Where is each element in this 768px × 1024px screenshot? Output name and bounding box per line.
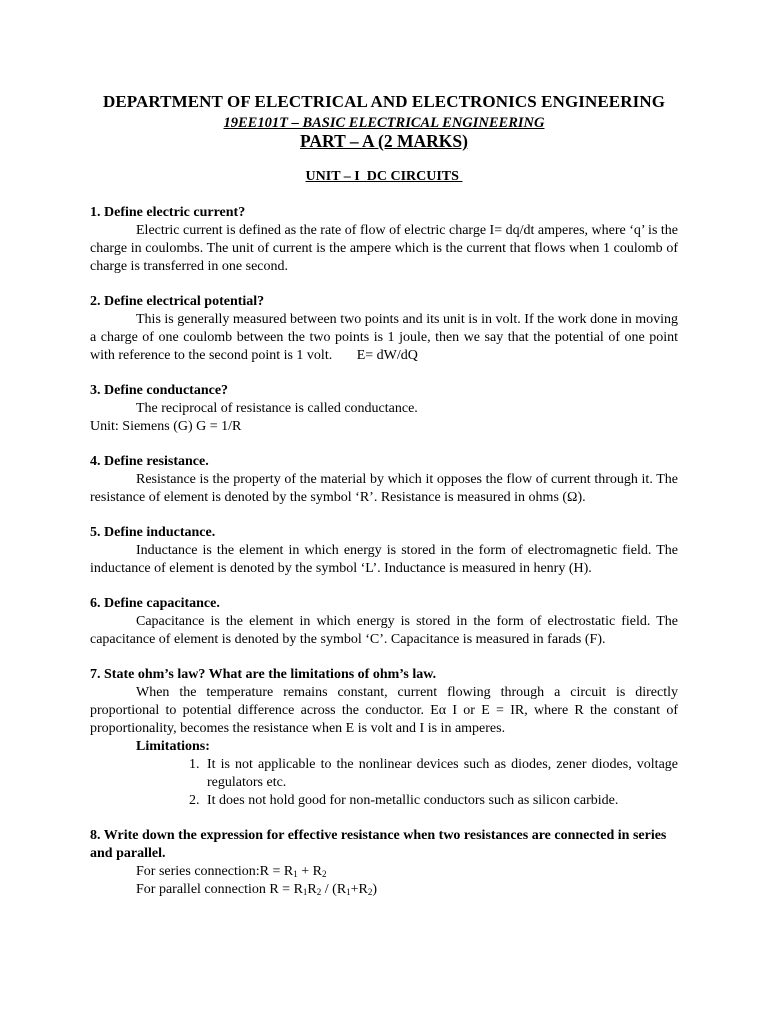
question-text: 8. Write down the expression for effective resistance when two resistances are connected in series and parallel. [90, 828, 667, 861]
part-heading: PART – A (2 MARKS) [300, 131, 468, 151]
parallel-formula: For parallel connection $R = R_1R_2 / (R_1+R_2)$ [136, 882, 378, 897]
answer-text: Electric current is defined as the rate of flow of electric charge I= dq/dt amperes, where ‘q’ is the charge in coulombs. The unit of current is the ampere which is the current that flows when 1 coulomb of charge is transferred in one second. [90, 223, 678, 274]
question-block-8 [90, 827, 678, 899]
answer-text: The reciprocal of resistance is called conductance. [136, 401, 418, 416]
answer-text: Inductance is the element in which energy is stored in the form of electromagnetic field. The inductance of element is denoted by the symbol ‘L’. Inductance is measured in henry (H). [90, 543, 678, 576]
question-block-7 [90, 666, 678, 810]
limitations-label: Limitations: [136, 739, 210, 754]
answer-text: Resistance is the property of the material by which it opposes the flow of current through it. The resistance of element is denoted by the symbol ‘R’. Resistance is measured in ohms (Ω). [90, 472, 678, 505]
answer-text: Capacitance is the element in which energy is stored in the form of electrostatic field. The capacitance of element is denoted by the symbol ‘C’. Capacitance is measured in farads (F). [90, 614, 678, 647]
unit-heading: UNIT – I DC CIRCUITS [305, 169, 463, 184]
question-block-2 [90, 293, 682, 365]
question-block-4 [90, 453, 678, 507]
department-title: DEPARTMENT OF ELECTRICAL AND ELECTRONICS ENGINEERING [102, 92, 666, 111]
list-item: 1. It is not applicable to the nonlinear devices such as diodes, zener diodes, voltage regulators etc. [203, 756, 678, 792]
question-block-5 [90, 524, 678, 578]
question-block-3 [90, 382, 678, 436]
answer-text: When the temperature remains constant, current flowing through a circuit is directly proportional to potential difference across the conductor. Eα I or E = IR, where R the constant of proportionality, becomes the resistance when E is volt and I is in amperes. [90, 685, 678, 736]
limitations-list [90, 756, 678, 810]
list-item: 2. It does not hold good for non-metallic conductors such as silicon carbide. [203, 792, 678, 810]
question-block-1 [90, 204, 678, 276]
question-text: 5. Define inductance. [90, 525, 216, 540]
question-text: 6. Define capacitance. [90, 596, 220, 611]
question-text: 2. Define electrical potential? [90, 294, 265, 309]
course-title: 19EE101T – BASIC ELECTRICAL ENGINEERING [223, 115, 545, 131]
series-formula: For series connection:R = $R_1 + R_2$ [136, 864, 327, 879]
question-text: 1. Define electric current? [90, 205, 246, 220]
unit-formula: Unit: Siemens (G) G = 1/R [90, 419, 242, 434]
question-text: 3. Define conductance? [90, 383, 229, 398]
question-list [90, 204, 682, 916]
question-text: 7. State ohm’s law? What are the limitations of ohm’s law. [90, 667, 437, 682]
question-block-6 [90, 595, 678, 649]
answer-text: This is generally measured between two points and its unit is in volt. If the work done in moving a charge of one coulomb between the two points is 1 joule, then we say that the potential of one point with reference to the second point is 1 volt. E= dW/dQ [90, 312, 682, 363]
question-text: 4. Define resistance. [90, 454, 209, 469]
